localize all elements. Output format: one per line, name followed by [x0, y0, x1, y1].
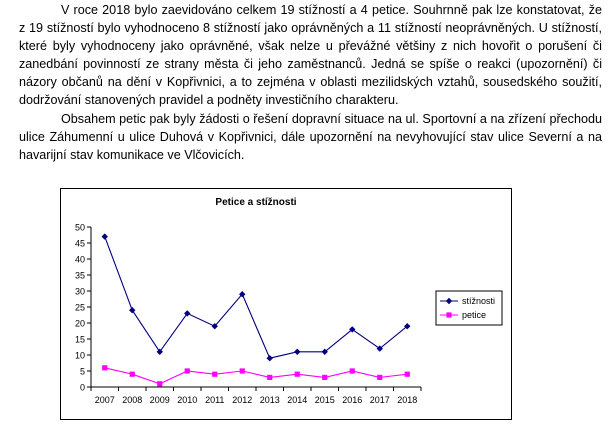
y-tick-label: 40	[74, 254, 85, 265]
y-tick-label: 0	[79, 382, 85, 393]
data-point-stiznosti	[102, 233, 108, 239]
y-tick-label: 45	[74, 238, 85, 249]
x-tick-label: 2017	[369, 395, 390, 405]
x-tick-label: 2018	[397, 395, 418, 405]
y-tick-label: 15	[74, 334, 85, 345]
legend-marker-petice	[446, 312, 451, 317]
data-point-petice	[240, 368, 245, 373]
chart-title: Petice a stížnosti	[215, 197, 297, 208]
legend-label-petice: petice	[462, 310, 487, 320]
x-tick-label: 2007	[94, 395, 115, 405]
data-point-petice	[267, 375, 272, 380]
data-point-petice	[295, 372, 300, 377]
y-tick-label: 35	[74, 270, 85, 281]
x-tick-label: 2011	[205, 395, 225, 405]
x-tick-label: 2010	[177, 395, 198, 405]
data-point-petice	[102, 365, 107, 370]
y-tick-label: 10	[74, 350, 85, 361]
x-tick-label: 2014	[287, 395, 308, 405]
x-tick-label: 2008	[122, 395, 143, 405]
data-point-stiznosti	[129, 307, 135, 313]
y-tick-label: 25	[74, 302, 85, 313]
x-tick-label: 2015	[314, 395, 335, 405]
data-point-petice	[212, 372, 217, 377]
data-point-petice	[185, 368, 190, 373]
data-point-petice	[377, 375, 382, 380]
series-line-stiznosti	[105, 237, 408, 359]
data-point-petice	[157, 381, 162, 386]
y-tick-label: 30	[74, 286, 85, 297]
series-line-petice	[105, 368, 408, 384]
x-tick-label: 2012	[232, 395, 253, 405]
paragraph-2: Obsahem petic pak byly žádosti o řešení dopravní situace na ul. Sportovní a na zřízení přechodu ulice Záhumenní u ulice Duhová v Kopřivnici, dále upozornění na nevyhovující stav ulice Severní a na havarijní stav komunikace ve Vlčovicích.	[19, 112, 602, 162]
chart-svg	[61, 189, 511, 419]
x-tick-label: 2016	[342, 395, 363, 405]
y-tick-label: 50	[74, 222, 85, 233]
data-point-petice	[130, 372, 135, 377]
y-tick-label: 5	[79, 366, 85, 377]
data-point-petice	[350, 368, 355, 373]
data-point-petice	[405, 372, 410, 377]
data-point-stiznosti	[267, 355, 273, 361]
x-tick-label: 2013	[259, 395, 280, 405]
paragraph-1: V roce 2018 bylo zaevidováno celkem 19 stížností a 4 petice. Souhrnně pak lze konstatovat, že z 19 stížností bylo vyhodnoceno 8 stížností jako oprávněných a 11 stížností neoprávněných. U stížností, které byly vyhodnoceny jako oprávněné, však nelze u převážné většiny z nich hovořit o porušení či zanedbání povinností ze strany města či jeho zaměstnanců. Jedná se spíše o reakci (upozornění) či názory občanů na dění v Kopřivnici, a to zejména v oblasti mezilidských vztahů, sousedského soužití, dodržování stanovených pravidel a podněty investičního charakteru.	[19, 3, 602, 107]
document-text	[19, 1, 602, 164]
legend-label-stiznosti: stížnosti	[462, 296, 496, 306]
data-point-stiznosti	[294, 349, 300, 355]
chart	[60, 188, 512, 420]
x-tick-label: 2009	[149, 395, 170, 405]
y-tick-label: 20	[74, 318, 85, 329]
data-point-petice	[322, 375, 327, 380]
